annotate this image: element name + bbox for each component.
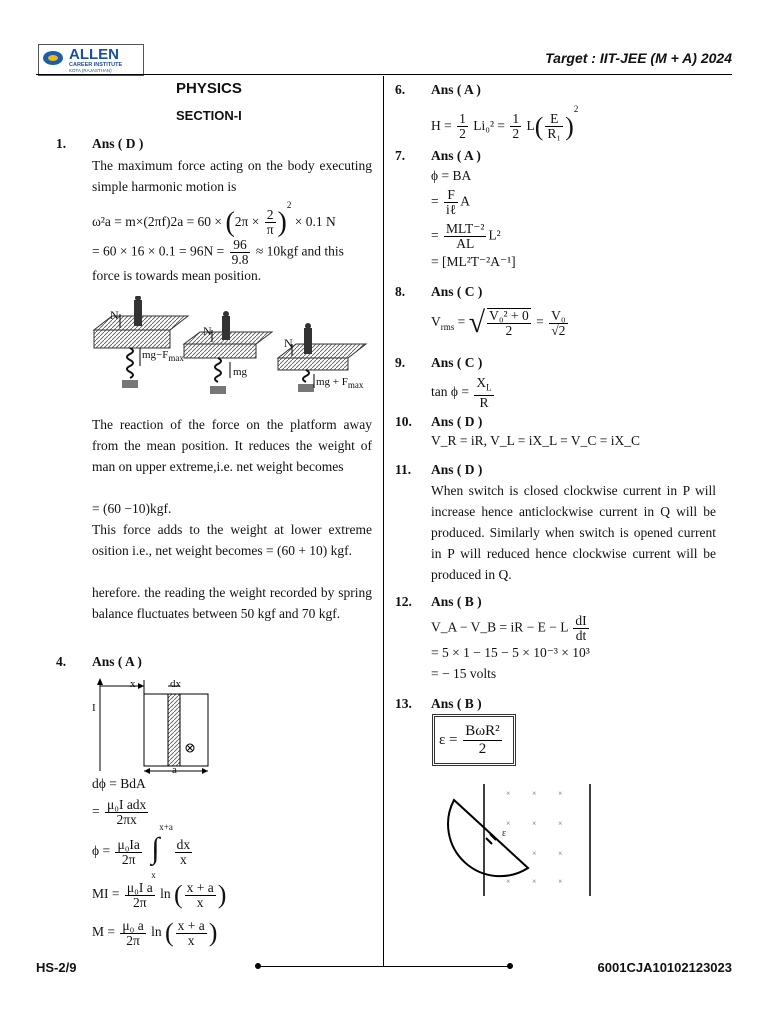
svg-text:×: ×	[532, 877, 537, 886]
column-divider	[383, 76, 384, 966]
q1-eq1-lhs: ω²a = m×(2πf)2a = 60 ×	[92, 214, 223, 229]
header-rule	[36, 74, 732, 75]
q11-answer: Ans ( D )	[431, 462, 483, 477]
fig-N1: N	[110, 308, 119, 322]
fig-I: I	[92, 702, 96, 714]
q13-number: 13.	[395, 696, 412, 711]
q4-line1: dϕ = BdA	[92, 776, 146, 791]
fig-mg-minus-F: $mg-F_{max}$	[142, 349, 184, 364]
q9-eq: tan ϕ = $\frac{X_L}{R}$	[431, 375, 492, 410]
page-code: HS-2/9	[36, 960, 77, 975]
q11-number: 11.	[395, 462, 412, 477]
brand-sub: CAREER INSTITUTE	[69, 62, 123, 68]
q4-line2: = $\frac{\text{μ₀I adx}}{2\pi x}$	[92, 797, 147, 827]
svg-text:×: ×	[532, 849, 537, 858]
brand-city: KOTA (RAJASTHAN)	[69, 68, 112, 73]
q1-para1: The maximum force acting on the body executing simple harmonic motion is	[92, 158, 372, 194]
subject-title: PHYSICS	[176, 80, 242, 97]
footer-dot-left	[255, 963, 261, 969]
q4-line3: ϕ = $\frac{\text{μ₀Ia}}{2\pi}$ ∫ x+a x $\frac{dx}{x}$	[92, 822, 191, 880]
section-title: SECTION-I	[176, 108, 242, 123]
footer-rule	[258, 966, 510, 967]
svg-text:×: ×	[506, 877, 511, 886]
q12-answer: Ans ( B )	[431, 594, 482, 609]
q1-answer: Ans ( D )	[92, 136, 144, 151]
q12-line2: = 5 × 1 − 15 − 5 × 10⁻³ × 10³	[431, 645, 590, 660]
q1-eq2-num: 96	[230, 238, 251, 253]
q6-number: 6.	[395, 82, 406, 97]
q1-eq1-tail: × 0.1 N	[294, 214, 336, 229]
svg-text:×: ×	[558, 877, 563, 886]
fig-epsilon: ε	[502, 828, 507, 839]
brand-name: ALLEN	[69, 46, 119, 63]
target-label: Target : IIT-JEE (M + A) 2024	[545, 50, 732, 66]
q4-line5: M = $\frac{\text{μ₀ a}}{2\pi}$ ln ( $\frac{x + a}{x}$ )	[92, 917, 218, 948]
q7-line2: = $\frac{F}{\text{iℓ}}$ A	[431, 187, 470, 217]
q4-number: 4.	[56, 654, 67, 669]
q1-eq2-den: 9.8	[231, 252, 249, 267]
q1-eq1-in: 2π ×	[234, 214, 260, 229]
q12-line3: = − 15 volts	[431, 666, 497, 681]
q1-eq2-lhs: = 60 × 16 × 0.1 = 96N =	[92, 243, 225, 259]
svg-text:×: ×	[558, 849, 563, 858]
q1-figure	[92, 296, 372, 400]
q1-eq2	[92, 238, 344, 267]
svg-text:×: ×	[506, 789, 511, 798]
q4-answer: Ans ( A )	[92, 654, 142, 669]
q12-number: 12.	[395, 594, 412, 609]
q8-number: 8.	[395, 284, 406, 299]
q9-number: 9.	[395, 355, 406, 370]
q9-answer: Ans ( C )	[431, 355, 483, 370]
q10-line1: V_R = iR, V_L = iX_L = V_C = iX_C	[431, 433, 640, 448]
fig-x: x	[130, 678, 136, 690]
q4-line4: MI = $\frac{\text{μ₀I a}}{2\pi}$ ln ( $\frac{x + a}{x}$ )	[92, 879, 227, 910]
q10-answer: Ans ( D )	[431, 414, 483, 429]
q1-eq1-den: π	[266, 222, 274, 238]
q1-number: 1.	[56, 136, 67, 151]
fig-mg: mg	[233, 366, 248, 378]
q8-answer: Ans ( C )	[431, 284, 483, 299]
fig-dx: dx	[170, 678, 181, 690]
q11-para: When switch is closed clockwise current in P will increase hence anticlockwise current in Q will be produced. Similarly when switch is opened current in P will reduced hence clockwise current will be produced in Q.	[431, 483, 716, 582]
q1-para3: The reaction of the force on the platform away from the mean position. It reduces the weight of man on upper extreme,i.e. net weight becomes	[92, 417, 372, 474]
q7-answer: Ans ( A )	[431, 148, 481, 163]
svg-text:×: ×	[558, 819, 563, 828]
q10-number: 10.	[395, 414, 412, 429]
q1-eq2-tail: ≈ 10kgf and this	[255, 243, 344, 259]
q7-line3: = $\frac{\text{MLT⁻²}}{AL}$ L²	[431, 221, 501, 251]
fig-mg-plus-F: mg + $F_{max}$	[316, 376, 364, 391]
q4-figure	[90, 676, 220, 776]
q1-eq1: ω²a = m×(2πf)2a = 60 × (2π × $\frac{2}{\pi}$ )$^2$ × 0.1 N	[92, 200, 336, 238]
q8-eq: $V_{rms}$ = √ $\frac{\text{V₀² + 0}}{2}$ = $\frac{\text{V₀}}{√2}$	[431, 306, 566, 339]
fig-a: a	[172, 764, 177, 776]
q13-figure	[432, 782, 602, 900]
q13-boxed-eq: ε = $\frac{\text{BωR²}}{2}$	[432, 714, 516, 766]
q1-para6: herefore. the reading the weight recorded by spring balance fluctuates between 50 kgf and 70 kgf.	[92, 585, 372, 621]
q1-eq1-num: 2	[265, 208, 276, 223]
paper-code: 6001CJA10102123023	[597, 960, 732, 975]
q6-answer: Ans ( A )	[431, 82, 481, 97]
q7-number: 7.	[395, 148, 406, 163]
svg-text:×: ×	[532, 819, 537, 828]
svg-text:×: ×	[532, 789, 537, 798]
q7-line4: = [ML²T⁻²A⁻¹]	[431, 254, 516, 269]
q12-line1: V_A − V_B = iR − E − L $\frac{dI}{dt}$	[431, 613, 587, 643]
allen-logo	[38, 44, 144, 76]
q1-para4: = (60 −10)kgf.	[92, 501, 172, 516]
q1-para5: This force adds to the weight at lower extreme osition i.e., net weight becomes = (60 + 10) kgf.	[92, 522, 372, 558]
q13-answer: Ans ( B )	[431, 696, 482, 711]
q6-eq: H = $\frac{1}{2}$ Li₀² = $\frac{1}{2}$ L( $\frac{E}{\text{R₁}}$ )$^2$	[431, 104, 579, 142]
svg-text:×: ×	[558, 789, 563, 798]
svg-text:×: ×	[506, 819, 511, 828]
q1-para2: force is towards mean position.	[92, 268, 262, 283]
q7-line1: ϕ = BA	[431, 168, 472, 183]
footer-dot-right	[507, 963, 513, 969]
fig-N2: N	[203, 324, 212, 338]
fig-N3: N	[284, 336, 293, 350]
